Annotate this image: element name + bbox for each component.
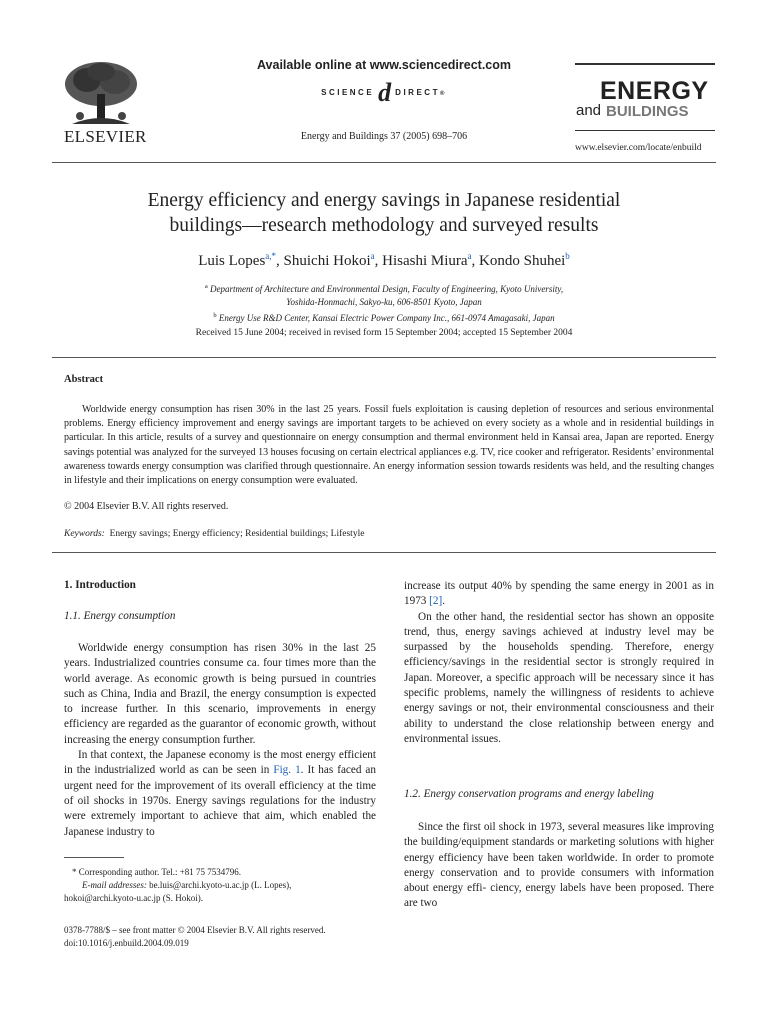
author-separator: ,: [374, 253, 383, 269]
keywords-list: Energy savings; Energy efficiency; Residential buildings; Lifestyle: [109, 529, 365, 539]
affiliation-mark: b: [213, 312, 217, 319]
sciencedirect-left: SCIENCE: [321, 88, 375, 98]
author-name: Shuichi Hokoi: [283, 253, 371, 269]
journal-logo-buildings: BUILDINGS: [606, 103, 689, 120]
journal-citation: Energy and Buildings 37 (2005) 698–706: [300, 131, 468, 142]
doi-link[interactable]: doi:10.1016/j.enbuild.2004.09.019: [64, 938, 189, 948]
available-online-text: Available online at www.sciencedirect.com: [256, 58, 512, 72]
author-affiliation-link[interactable]: a: [370, 251, 375, 261]
issn-line: 0378-7788/$ – see front matter © 2004 Elsevier B.V. All rights reserved.: [64, 925, 326, 935]
issn-block: [64, 924, 384, 950]
title-line-2: buildings—research methodology and surveyed results: [169, 215, 599, 236]
footnotes: [64, 866, 384, 905]
paragraph-text: .: [442, 595, 446, 608]
email-label: E-mail addresses:: [82, 880, 147, 890]
paragraph: [404, 579, 714, 610]
sciencedirect-right: DIRECT: [395, 88, 440, 98]
author-affiliation-link[interactable]: b: [565, 251, 570, 261]
author-name: Kondo Shuhei: [479, 253, 566, 269]
paragraph-text: In that context, the Japanese economy is the most energy efficient in the industrialized world as can be seen in: [64, 749, 376, 777]
figure-1-link[interactable]: Fig. 1: [273, 764, 301, 777]
subsection-1-1-heading: 1.1. Energy consumption: [64, 610, 176, 622]
author-affiliation-link[interactable]: a,*: [265, 251, 277, 261]
email-hokoi[interactable]: hokoi@archi.kyoto-u.ac.jp (S. Hokoi).: [64, 893, 204, 903]
left-column-text: [64, 641, 376, 840]
keywords: [64, 529, 364, 539]
article-title: [60, 188, 708, 238]
email-lopes[interactable]: be.luis@archi.kyoto-u.ac.jp (L. Lopes),: [146, 880, 292, 890]
right-column-text-top: [404, 579, 714, 747]
affiliation-mark: a: [204, 283, 208, 290]
journal-url-link[interactable]: www.elsevier.com/locate/enbuild: [575, 143, 702, 153]
subsection-1-2-heading: 1.2. Energy conservation programs and energy labeling: [404, 788, 654, 800]
keywords-label: Keywords:: [64, 529, 105, 539]
author-name: Luis Lopes: [198, 253, 266, 269]
author-affiliation-link[interactable]: a: [467, 251, 472, 261]
paragraph: [64, 748, 376, 840]
paragraph: Worldwide energy consumption has risen 30% in the last 25 years. Industrialized countries consume ca. four times more than the world average. As economic growth is being pursued in countries such as China, India and Brazil, the energy consumption is expected to increase further. In this scenario, improvements in energy efficiency are regarded as the guarantor of economic growth, without increasing the energy consumption further.: [64, 642, 376, 746]
author-list: [0, 251, 768, 270]
affiliation-a-line1: Department of Architecture and Environmental Design, Faculty of Engineering, Kyoto University,: [210, 284, 564, 294]
journal-logo-rule-bottom: [575, 130, 715, 131]
paragraph-text: . It has faced an urgent need for the improvement of its overall efficiency at the time of oil shocks in 1970s. Energy savings regulations for the industry were extremely important to achieve that aim, which enabled the Japanese industry to: [64, 764, 376, 838]
reference-2-link[interactable]: [2]: [429, 595, 443, 608]
title-line-1: Energy efficiency and energy savings in Japanese residential: [147, 190, 621, 211]
sciencedirect-logo: SCIENCE d DIRECT®: [321, 78, 447, 107]
abstract-text: Worldwide energy consumption has risen 30% in the last 25 years. Fossil fuels exploitation is causing depletion of resources and serious environmental problems. Energy efficiency improvement and energy savings are important targets to be achieved on every society as a whole and in residential buildings in particular. In this article, results of a survey and questionnaire on energy consumption and thermal environment held in Kansai area, Japan are reported. Energy savings potential was analyzed for the surveyed 13 houses focusing on certain electrical appliances e.g. TV, rice cooker and refrigerator. Residents’ environmental awareness towards energy consumption was clarified through questionnaire. An energy information session towards residents was held, and the resulting changes in lifestyle and their implications on energy consumption were evaluated.: [64, 404, 714, 487]
abstract-copyright: © 2004 Elsevier B.V. All rights reserved.: [64, 501, 229, 512]
publisher-name: ELSEVIER: [64, 127, 147, 146]
sciencedirect-mark-icon: d: [378, 78, 392, 107]
journal-logo-rule-top: [575, 63, 715, 65]
header-divider: [52, 162, 716, 163]
received-dates: Received 15 June 2004; received in revised form 15 September 2004; accepted 15 September 2004: [195, 328, 573, 338]
affiliation-a-line2: Yoshida-Honmachi, Sakyo-ku, 606-8501 Kyoto, Japan: [286, 297, 482, 307]
affiliation-b-line1: Energy Use R&D Center, Kansai Electric Power Company Inc., 661-0974 Amagasaki, Japan: [218, 313, 555, 323]
abstract-divider: [52, 552, 716, 553]
author-separator: ,: [276, 253, 284, 269]
journal-logo-and: and: [576, 102, 602, 119]
abstract-heading: Abstract: [64, 374, 104, 385]
section-1-heading: 1. Introduction: [64, 579, 136, 591]
right-column-text-bottom: [404, 820, 714, 912]
footnote-rule: [64, 857, 124, 858]
paragraph: On the other hand, the residential sector has shown an opposite trend, thus, energy savings achieved at industry level may be surpassed by the households spending. Therefore, energy efficiency/savings in the residential sector is strongly required in Japan. Moreover, a specific approach will be necessary since it has specific problems, namely the willingness of residents to achieve energy savings or not, their environmental consciousness and their ability to understand the close relationship between energy and environmental issues.: [404, 610, 714, 745]
corresponding-author: * Corresponding author. Tel.: +81 75 7534796.: [72, 867, 242, 877]
author-separator: ,: [471, 253, 480, 269]
paragraph: Since the first oil shock in 1973, several measures like improving the building/equipment standards or marketing solutions with higher energy efficiency have been taken worldwide. In order to promote energy conservation and to provide consumers with information about energy effi- ciency, energy labels have been proposed. There are two: [404, 821, 714, 910]
paragraph-text: increase its output 40% by spending the same energy in 2001 as in 1973: [404, 580, 714, 608]
author-name: Hisashi Miura: [382, 253, 468, 269]
journal-logo-energy: ENERGY: [600, 77, 709, 105]
affiliations: [0, 280, 768, 325]
title-divider: [52, 357, 716, 358]
